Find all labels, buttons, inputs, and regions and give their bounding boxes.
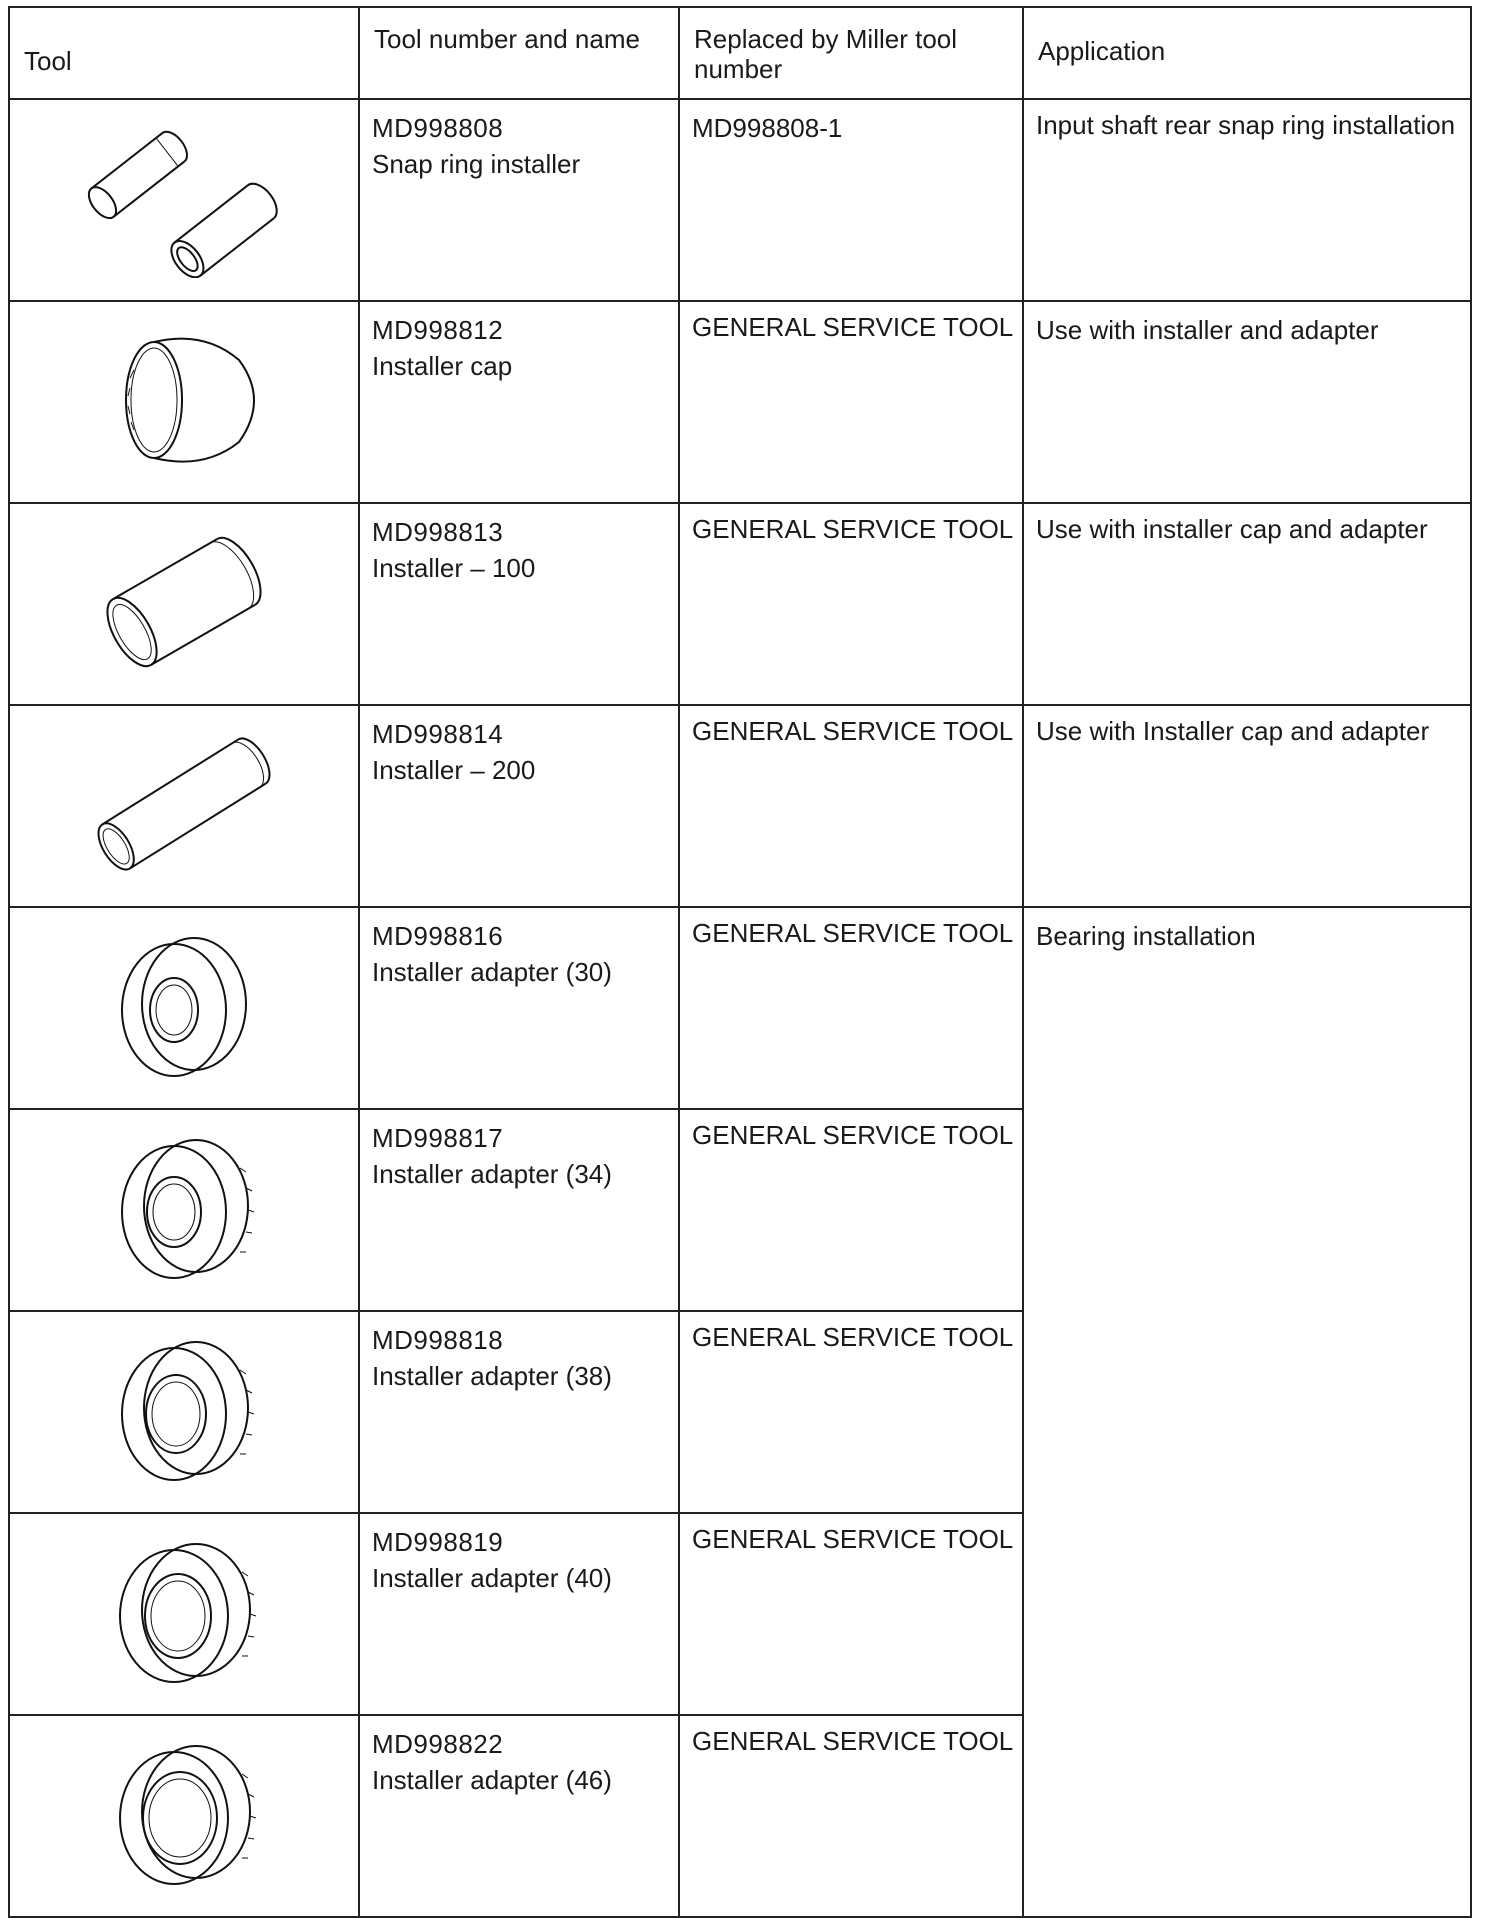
application-cell: Use with Installer cap and adapter [1023, 705, 1471, 907]
application-cell: Bearing installation [1023, 907, 1471, 1917]
table-row [9, 907, 1471, 1109]
installer-100-icon [64, 522, 304, 682]
installer-adapter-icon [64, 1330, 304, 1490]
tool-number-name-cell: MD998818 Installer adapter (38) [359, 1311, 679, 1513]
miller-number-cell: GENERAL SERVICE TOOL [679, 705, 1023, 907]
miller-number-cell: GENERAL SERVICE TOOL [679, 1311, 1023, 1513]
tool-number-name-cell: MD998817 Installer adapter (34) [359, 1109, 679, 1311]
installer-adapter-icon [64, 1734, 304, 1894]
installer-adapter-icon [64, 1532, 304, 1692]
installer-200-icon [64, 724, 304, 884]
tool-number-name-cell: MD998814 Installer – 200 [359, 705, 679, 907]
tool-number-name-cell: MD998822 Installer adapter (46) [359, 1715, 679, 1917]
special-tools-table [8, 6, 1472, 1918]
header-tool-number-name: Tool number and name [359, 7, 679, 99]
tool-number-name-cell: MD998808 Snap ring installer [359, 99, 679, 301]
special-tools-sheet [8, 6, 1470, 1922]
application-cell: Use with installer cap and adapter [1023, 503, 1471, 705]
table-row [9, 99, 1471, 301]
table-row [9, 301, 1471, 503]
tool-image-cell [9, 503, 359, 705]
table-header-row [9, 7, 1471, 99]
tool-image-cell [9, 99, 359, 301]
miller-number-cell: GENERAL SERVICE TOOL [679, 301, 1023, 503]
miller-number-cell: GENERAL SERVICE TOOL [679, 1715, 1023, 1917]
tool-number-name-cell: MD998816 Installer adapter (30) [359, 907, 679, 1109]
miller-number-cell: MD998808-1 [679, 99, 1023, 301]
installer-adapter-icon [64, 926, 304, 1086]
tool-image-cell [9, 705, 359, 907]
application-cell: Input shaft rear snap ring installation [1023, 99, 1471, 301]
tool-number-name-cell: MD998819 Installer adapter (40) [359, 1513, 679, 1715]
tool-image-cell [9, 1109, 359, 1311]
miller-number-cell: GENERAL SERVICE TOOL [679, 1109, 1023, 1311]
tool-image-cell [9, 1513, 359, 1715]
installer-cap-icon [64, 320, 304, 480]
table-row [9, 503, 1471, 705]
header-miller-number: Replaced by Miller tool number [679, 7, 1023, 99]
installer-adapter-icon [64, 1128, 304, 1288]
miller-number-cell: GENERAL SERVICE TOOL [679, 907, 1023, 1109]
tool-image-cell [9, 1311, 359, 1513]
table-row [9, 705, 1471, 907]
tool-number-name-cell: MD998812 Installer cap [359, 301, 679, 503]
miller-number-cell: GENERAL SERVICE TOOL [679, 503, 1023, 705]
tool-image-cell [9, 301, 359, 503]
miller-number-cell: GENERAL SERVICE TOOL [679, 1513, 1023, 1715]
snap-ring-installer-icon [64, 118, 304, 278]
tool-number-name-cell: MD998813 Installer – 100 [359, 503, 679, 705]
header-application: Application [1023, 7, 1471, 99]
tool-image-cell [9, 907, 359, 1109]
header-tool: Tool [9, 7, 359, 99]
application-cell: Use with installer and adapter [1023, 301, 1471, 503]
tool-image-cell [9, 1715, 359, 1917]
